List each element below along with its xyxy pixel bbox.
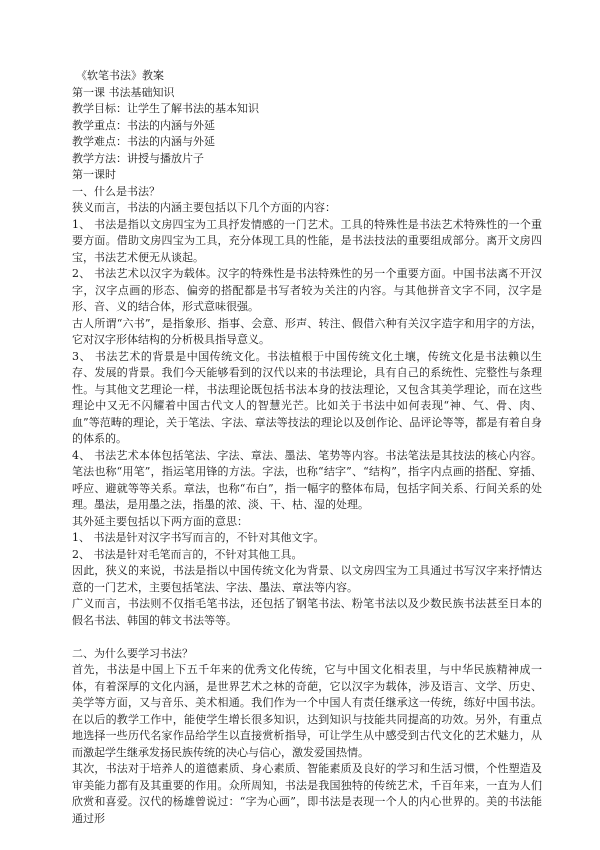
paragraph-1: 1、 书法是指以文房四宝为工具抒发情感的一门艺术。工具的特殊性是书法艺术特殊性的一个重要方面。借助文房四宝为工具，充分体现工具的性能，是书法技法的重要组成部分。离开文房四宝，书法艺术便无从谈起。: [72, 217, 542, 264]
paragraph-4: 4、 书法艺术本体包括笔法、字法、章法、墨法、笔势等内容。书法笔法是其技法的核心内容。笔法也称“用笔”，指运笔用锋的方法。字法，也称“结字”、“结构”，指字内点画的搭配、穿插、呼应、避就等等关系。章法，也称“布白”，指一幅字的整体布局，包括字间关系、行间关系的处理。墨法，是用墨之法，指墨的浓、淡、干、枯、湿的处理。: [72, 448, 542, 511]
teaching-method: 教学方法：讲授与播放片子: [72, 151, 204, 165]
section-1-intro: 狭义而言，书法的内涵主要包括以下几个方面的内容：: [72, 201, 336, 214]
extension-item-1: 1、 书法是针对汉字书写而言的，不针对其他文字。: [72, 531, 325, 544]
reason-2: 其次，书法对于培养人的道德素质、身心素质、智能素质及良好的学习和生活习惯，个性塑造及审美能力都有及其重要的作用。众所周知，书法是我国独特的传统艺术，千百年来，一直为人们欣赏和喜爱。汉代的杨雄曾说过：“字为心画”，即书法是表现一个人的内心世界的。美的书法能通过形: [72, 762, 542, 825]
teaching-key-point: 教学重点：书法的内涵与外延: [72, 118, 215, 132]
teaching-goal: 教学目标：让学生了解书法的基本知识: [72, 102, 259, 115]
class-period: 第一课时: [72, 168, 116, 181]
lesson-heading: 第一课 书法基础知识: [72, 85, 175, 99]
paragraph-2-liushu: 古人所谓“六书”，是指象形、指事、会意、形声、转注、假借六种有关汉字造字和用字的方法，它对汉字形体结构的分析极具指导意义。: [72, 316, 542, 346]
document-page: [72, 68, 542, 827]
document-title: 《软笔书法》教案: [76, 69, 164, 82]
extension-item-2: 2、 书法是针对毛笔而言的，不针对其他工具。: [72, 547, 303, 561]
blank-line: [72, 629, 542, 646]
section-1-title: 一、什么是书法？: [72, 184, 160, 198]
paragraph-2: 2、 书法艺术以汉字为载体。汉字的特殊性是书法特殊性的另一个重要方面。中国书法离不开汉字，汉字点画的形态、偏旁的搭配都是书写者较为关注的内容。与其他拼音文字不同，汉字是形、音、义的结合体，形式意味很强。: [72, 267, 542, 313]
extension-intro: 其外延主要包括以下两方面的意思：: [72, 514, 248, 528]
paragraph-3: 3、 书法艺术的背景是中国传统文化。书法植根于中国传统文化土壤，传统文化是书法赖以生存、发展的背景。我们今天能够看到的汉代以来的书法理论，具有自己的系统性、完整性与条理性。与其他文艺理论一样，书法理论既包括书法本身的技法理论，又包含其美学理论，而在这些理论中又无不闪耀着中国古代文人的智慧光芒。比如关于书法中如何表现“神、气、骨、肉、血”等范畴的理论，关于笔法、字法、章法等技法的理论以及创作论、品评论等等，都是有着自身的体系的。: [72, 349, 542, 445]
reason-1: 首先，书法是中国上下五千年来的优秀文化传统，它与中国文化相表里，与中华民族精神成一体，有着深厚的文化内涵，是世界艺术之林的奇葩，它以汉字为载体，涉及语言、文学、历史、美学等方面，又与音乐、美术相通。我们作为一个中国人有责任继承这一传统，练好中国书法。在以后的教学工作中，能使学生增长很多知识，达到知识与技能共同提高的功效。另外，有重点地选择一些历代名家作品给学生以直接赏析指导，可让学生从中感受到古代文化的艺术魅力，从而激起学生继承发扬民族传统的决心与信心，激发爱国热情。: [72, 663, 542, 759]
broad-definition: 广义而言，书法则不仅指毛笔书法，还包括了钢笔书法、粉笔书法以及少数民族书法甚至日本的假名书法、韩国的韩文书法等等。: [72, 597, 542, 627]
teaching-difficulty: 教学难点：书法的内涵与外延: [72, 135, 215, 148]
section-2-title: 二、为什么要学习书法？: [72, 646, 193, 660]
narrow-definition-conclusion: 因此，狭义的来说，书法是指以中国传统文化为背景、以文房四宝为工具通过书写汉字来抒情达意的一门艺术，主要包括笔法、字法、墨法、章法等内容。: [72, 564, 542, 594]
